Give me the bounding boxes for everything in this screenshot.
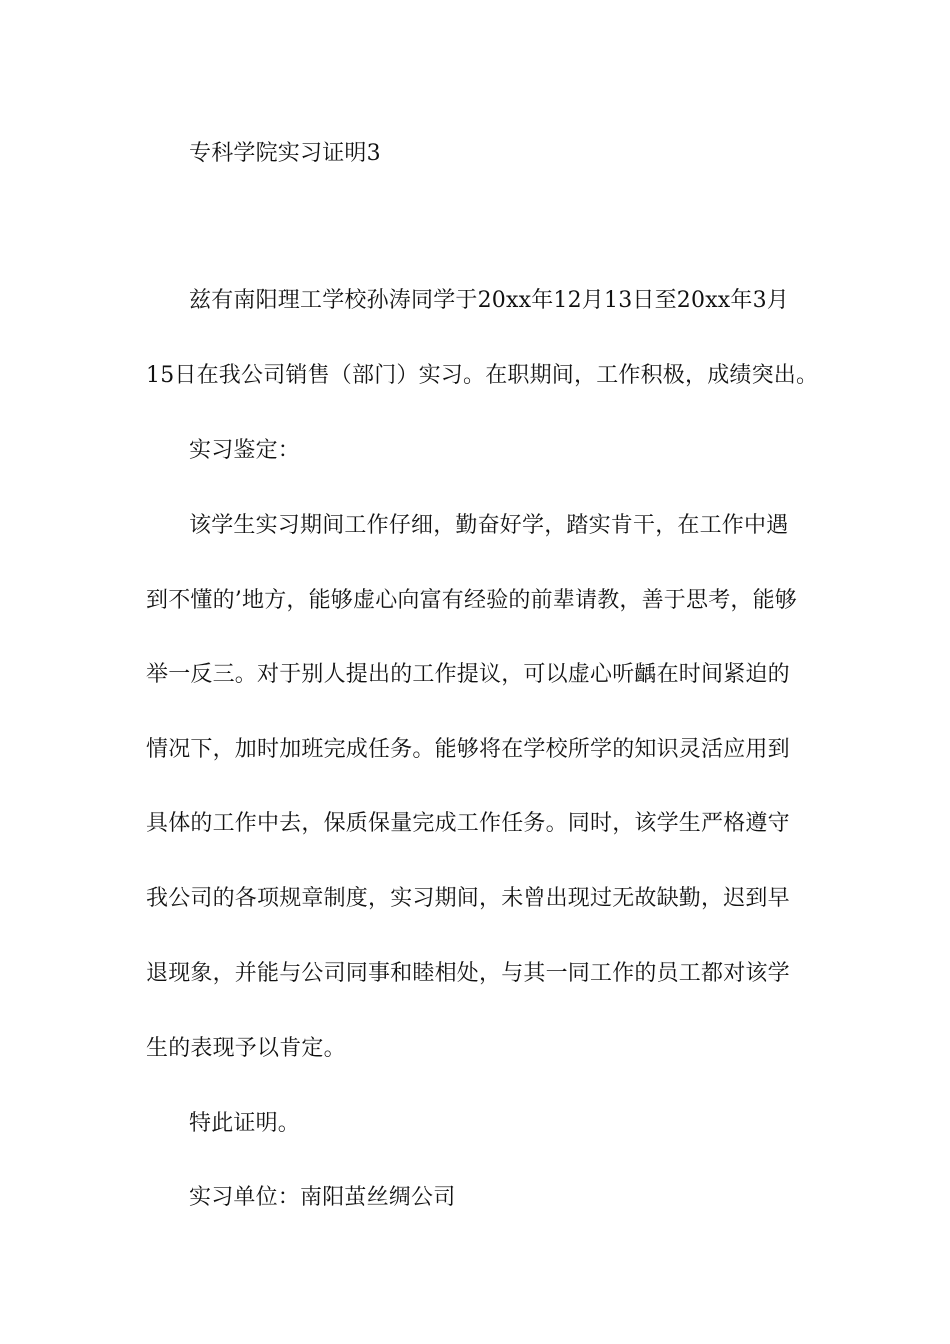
document-title: 专科学院实习证明3 <box>189 141 381 166</box>
closing-statement: 特此证明。 <box>189 1111 301 1136</box>
appraisal-line-7: 退现象，并能与公司同事和睦相处，与其一同工作的员工都对该学 <box>146 961 790 986</box>
intro-line-1: 兹有南阳理工学校孙涛同学于20xx年12月13日至20xx年3月 <box>189 288 790 313</box>
appraisal-line-4: 情况下，加时加班完成任务。能够将在学校所学的知识灵活应用到 <box>146 737 790 762</box>
appraisal-line-8: 生的表现予以肯定。 <box>146 1036 346 1061</box>
internship-unit: 实习单位：南阳茧丝绸公司 <box>189 1185 456 1210</box>
intro-line-2: 15日在我公司销售（部门）实习。在职期间，工作积极，成绩突出。 <box>146 363 819 388</box>
appraisal-line-6: 我公司的各项规章制度，实习期间，未曾出现过无故缺勤，迟到早 <box>146 886 790 911</box>
appraisal-line-5: 具体的工作中去，保质保量完成工作任务。同时，该学生严格遵守 <box>146 811 790 836</box>
appraisal-line-3: 举一反三。对于别人提出的工作提议，可以虚心听齲在时间紧迫的 <box>146 662 790 687</box>
appraisal-heading: 实习鉴定： <box>189 438 301 463</box>
appraisal-line-1: 该学生实习期间工作仔细，勤奋好学，踏实肯干，在工作中遇 <box>189 513 789 538</box>
appraisal-line-2: 到不懂的’地方，能够虚心向富有经验的前辈请教，善于思考，能够 <box>146 588 797 613</box>
